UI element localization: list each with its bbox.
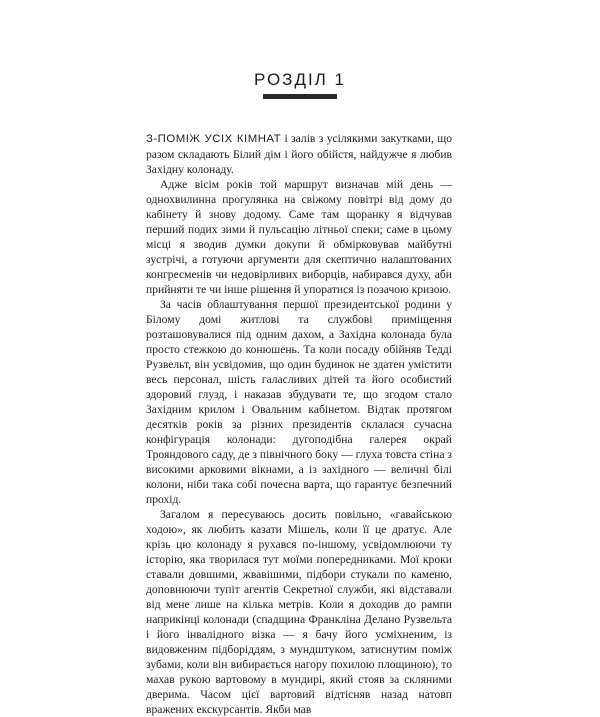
- paragraph-1-lead: З-ПОМІЖ УСІХ КІМНАТ: [146, 133, 282, 145]
- paragraph-1: [146, 131, 452, 177]
- chapter-title: РОЗДІЛ 1: [253, 70, 347, 89]
- paragraph-3: За часів облаштування першої президентської родини у Білому домі житлові та службові приміщення розташовувалися під одним дахом, а Західна колонада була просто стежкою до конюшень. Та коли посаду обійняв Тедді Рузвельт, він усвідомив, що один будинок не здатен умістити весь персонал, шість галасливих дітей та його особистий здоровий глузд, і наказав збудувати те, що згодом стало Західним крилом і Овальним кабінетом. Відтак протягом десятків років за різних президентів склалася сучасна конфігурація колонади: дугоподібна галерея окрай Трояндового саду, де з північного боку — глуха товста стіна з високими арковими вікнами, а із західного — величні білі колони, ніби така собі почесна варта, що гарантує безпечний прохід.: [146, 298, 452, 506]
- chapter-title-underline: [263, 94, 337, 99]
- chapter-body: [146, 131, 452, 717]
- paragraph-4: Загалом я пересуваюсь досить повільно, «гавайською ходою», як любить казати Мішель, коли її це дратує. Але крізь цю колонаду я рухався по-іншому, усвідомлюючи ту історію, яка творилася тут моїми попередниками. Мої кроки ставали довшими, жвавішими, підбори стукали по каменю, доповнюючи тупіт агентів Секретної служби, які відставали від мене лише на кілька метрів. Коли я доходив до рампи наприкінці колонади (спадщина Франкліна Делано Рузвельта і його інвалідного візка — я бачу його усміхненим, із видовженим підборіддям, з мундштуком, затиснутим поміж зубами, коли він вибирається нагору похилою площиною), то махав рукою вартовому в мундирі, який стояв за скляними дверима. Часом цієї вартовий відтісняв назад натовп вражених екскурсантів. Якби мав: [146, 508, 452, 716]
- paragraph-2: Адже вісім років той маршрут визначав мій день — однохвилинна прогулянка на свіжому повітрі від дому до кабінету й знову додому. Саме там щоранку я відчував перший подих зими й пульсацію літньої спеки; саме в цьому місці я зводив думки докупи й обмірковував майбутні зустрічі, а готуючи аргументи для скептично налаштованих конгресменів чи недовірливих виборців, набирався духу, аби прийняти те чи інше рішення й упоратися із позачою кризою.: [146, 178, 452, 296]
- paragraph-1-text: і залів з усілякими закутками, що разом складають Білий дім і його обійстя, найдужче я любив Західну колонаду.: [146, 132, 452, 176]
